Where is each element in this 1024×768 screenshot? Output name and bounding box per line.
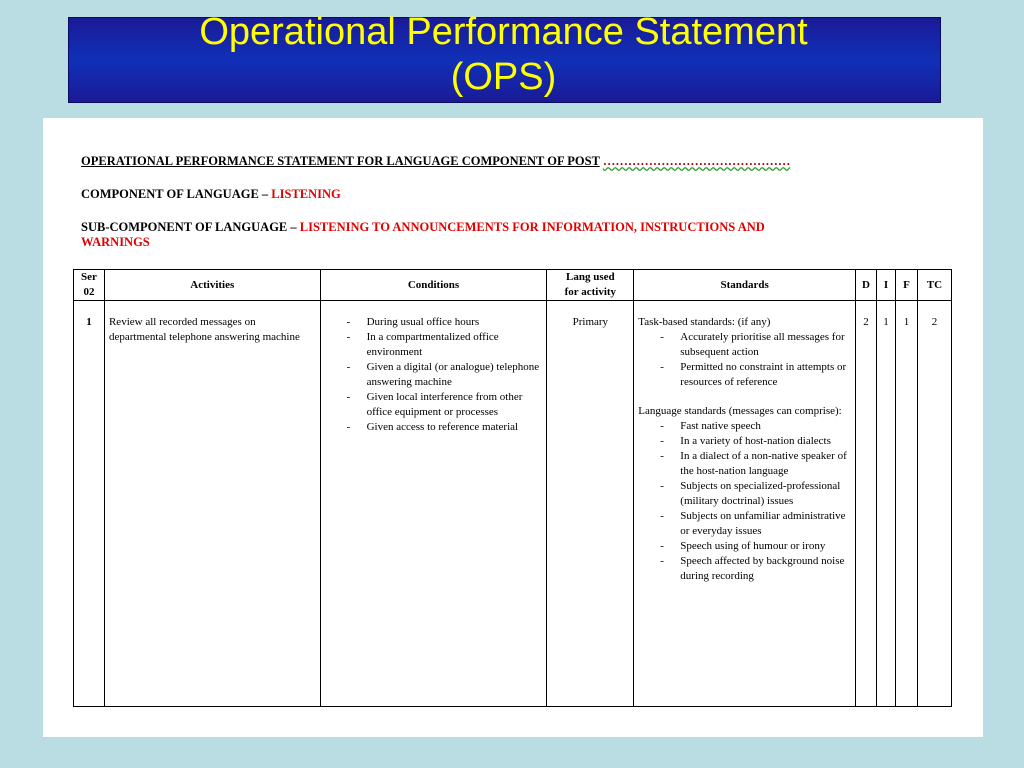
list-item: - Fast native speech <box>638 419 851 434</box>
cell-tc: 2 <box>917 301 951 707</box>
document-panel <box>43 118 983 737</box>
document-heading <box>81 154 790 169</box>
list-item: - During usual office hours <box>325 315 543 330</box>
cell-lang-used: Primary <box>547 301 634 707</box>
task-standards-intro: Task-based standards: (if any) <box>638 316 771 328</box>
language-standards-list <box>638 419 851 584</box>
list-item: - Accurately prioritise all messages for subsequent action <box>638 330 851 360</box>
header-tc: TC <box>917 270 951 301</box>
header-ser-line-2: 02 <box>83 286 95 298</box>
subcomponent-label: SUB-COMPONENT OF LANGUAGE – <box>81 220 297 234</box>
slide-title-line-1: Operational Performance Statement <box>199 11 808 53</box>
document-heading-text: OPERATIONAL PERFORMANCE STATEMENT FOR LANGUAGE COMPONENT OF POST <box>81 154 600 168</box>
subcomponent-line <box>81 220 941 250</box>
cell-i: 1 <box>877 301 896 707</box>
list-item: - In a compartmentalized office environment <box>325 330 543 360</box>
task-standards-list <box>638 330 851 390</box>
list-item: - Subjects on unfamiliar administrative or everyday issues <box>638 509 851 539</box>
component-value: LISTENING <box>271 187 341 201</box>
cell-d: 2 <box>856 301 877 707</box>
cell-f: 1 <box>896 301 918 707</box>
header-d: D <box>856 270 877 301</box>
header-f: F <box>896 270 918 301</box>
cell-activities: Review all recorded messages on departmental telephone answering machine <box>104 301 320 707</box>
cell-standards <box>634 301 856 707</box>
header-lang-line-2: for activity <box>564 286 617 298</box>
list-item: - Permitted no constraint in attempts or resources of reference <box>638 360 851 390</box>
list-item: - Given access to reference material <box>325 420 543 435</box>
cell-ser: 1 <box>74 301 105 707</box>
list-item: - Subjects on specialized-professional (military doctrinal) issues <box>638 479 851 509</box>
cell-conditions <box>320 301 547 707</box>
header-conditions: Conditions <box>320 270 547 301</box>
header-ser-line-1: Ser <box>81 271 97 283</box>
slide-title <box>68 10 939 100</box>
header-lang-line-1: Lang used <box>566 271 615 283</box>
component-line <box>81 187 341 202</box>
slide-title-line-2: (OPS) <box>450 56 557 98</box>
list-item: - Given local interference from other office equipment or processes <box>325 390 543 420</box>
ops-table <box>73 269 952 707</box>
table-header-row <box>74 270 952 301</box>
subcomponent-value-2: WARNINGS <box>81 235 150 249</box>
language-standards-intro: Language standards (messages can comprise): <box>638 405 842 417</box>
list-item: - Speech using of humour or irony <box>638 539 851 554</box>
list-item: - Speech affected by background noise during recording <box>638 554 851 584</box>
header-standards: Standards <box>634 270 856 301</box>
list-item: - In a dialect of a non-native speaker of the host-nation language <box>638 449 851 479</box>
header-ser <box>74 270 105 301</box>
table-row <box>74 301 952 707</box>
header-i: I <box>877 270 896 301</box>
header-lang-used <box>547 270 634 301</box>
subcomponent-value-1: LISTENING TO ANNOUNCEMENTS FOR INFORMATION, INSTRUCTIONS AND <box>299 220 765 234</box>
conditions-list <box>325 315 543 435</box>
list-item: - Given a digital (or analogue) telephone answering machine <box>325 360 543 390</box>
header-activities: Activities <box>104 270 320 301</box>
component-label: COMPONENT OF LANGUAGE – <box>81 187 269 201</box>
document-heading-dots: ……………………………………… <box>602 154 791 168</box>
list-item: - In a variety of host-nation dialects <box>638 434 851 449</box>
